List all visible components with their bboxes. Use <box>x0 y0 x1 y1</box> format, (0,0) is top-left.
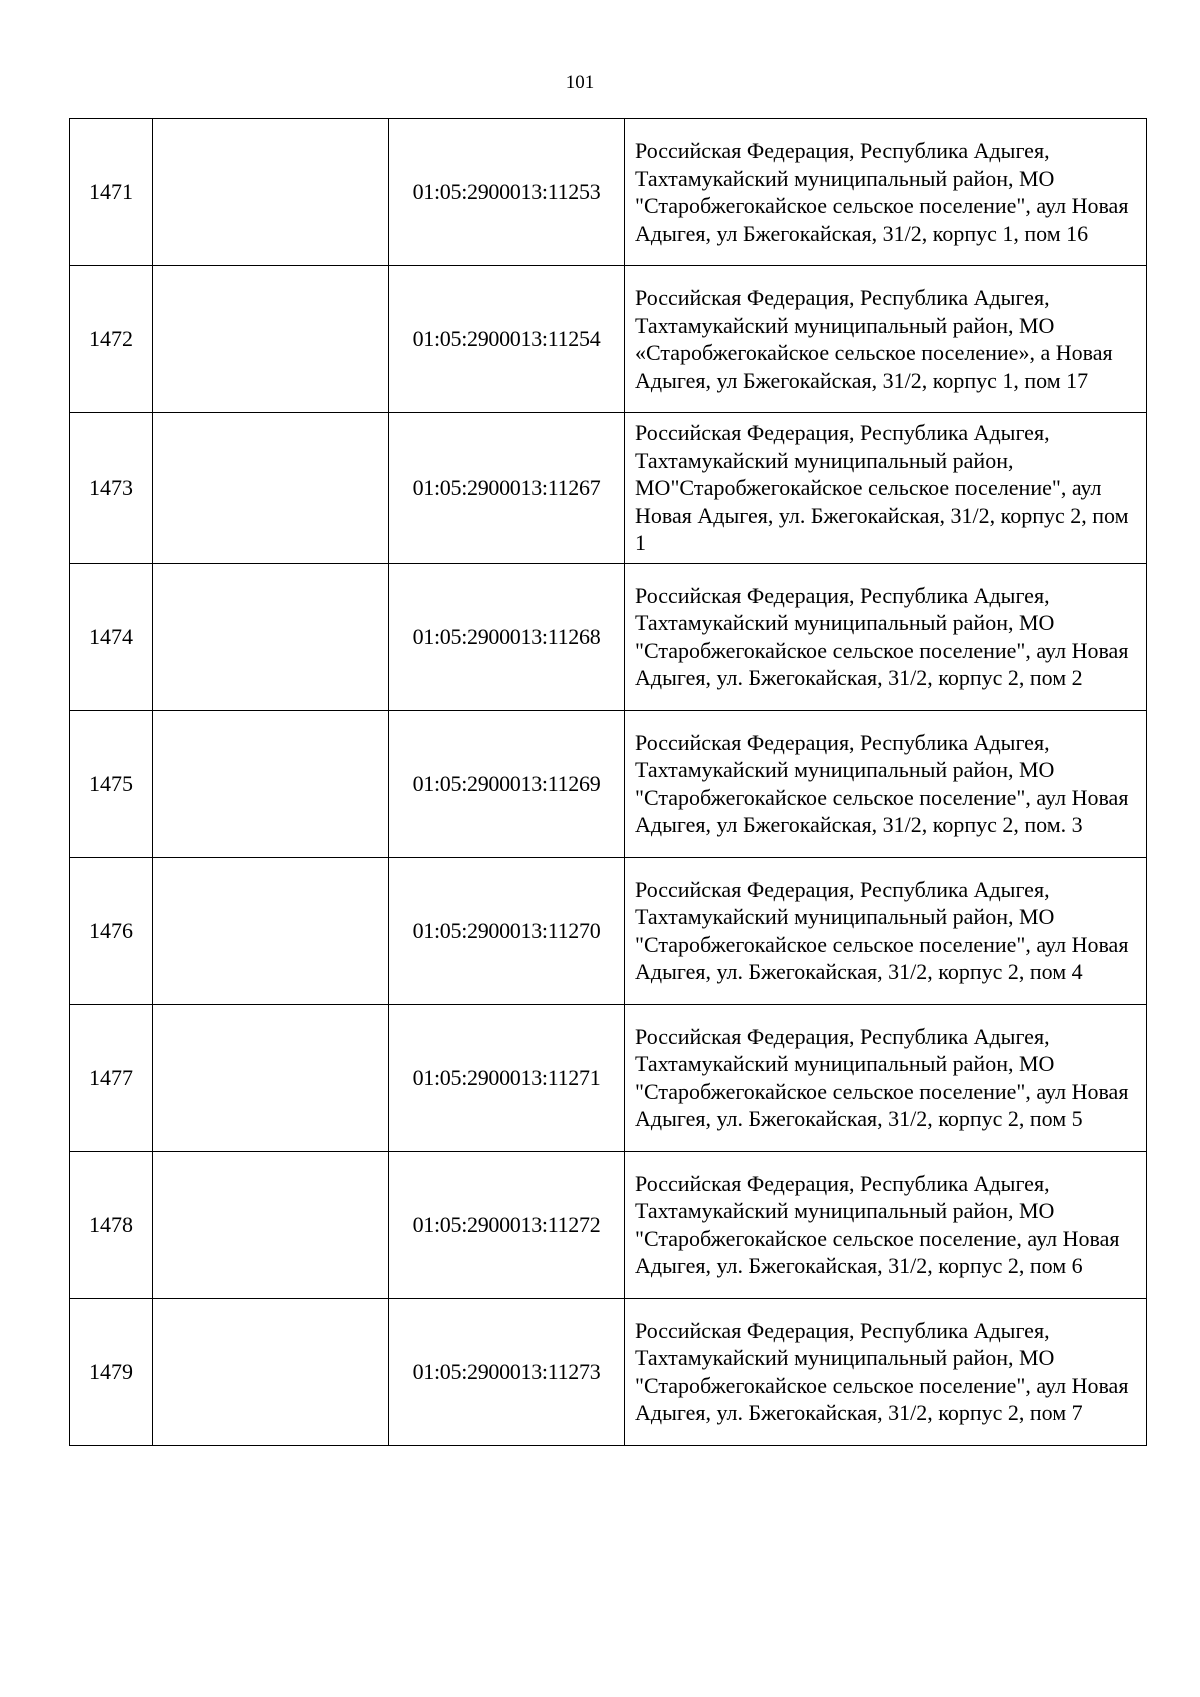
cadastral-number-cell: 01:05:2900013:11253 <box>389 119 625 266</box>
row-number-cell: 1475 <box>70 710 153 857</box>
address-cell: Российская Федерация, Республика Адыгея, Тахтамукайский муниципальный район, МО «Старобжегокайское сельское поселение», а Новая Адыгея, ул Бжегокайская, 31/2, корпус 1, пом 17 <box>625 266 1147 413</box>
cadastral-number-cell: 01:05:2900013:11271 <box>389 1004 625 1151</box>
cadastral-number-cell: 01:05:2900013:11269 <box>389 710 625 857</box>
table-row <box>70 563 1147 710</box>
empty-cell <box>153 563 389 710</box>
cadastral-number-cell: 01:05:2900013:11268 <box>389 563 625 710</box>
property-registry-table <box>69 118 1147 1446</box>
empty-cell <box>153 857 389 1004</box>
row-number-cell: 1478 <box>70 1151 153 1298</box>
row-number-cell: 1474 <box>70 563 153 710</box>
row-number-cell: 1479 <box>70 1298 153 1445</box>
empty-cell <box>153 266 389 413</box>
address-cell: Российская Федерация, Республика Адыгея, Тахтамукайский муниципальный район, МО "Старобжегокайское сельское поселение", аул Новая Адыгея, ул Бжегокайская, 31/2, корпус 2, пом. 3 <box>625 710 1147 857</box>
empty-cell <box>153 1004 389 1151</box>
page-number: 101 <box>565 72 595 93</box>
row-number-cell: 1477 <box>70 1004 153 1151</box>
row-number-cell: 1473 <box>70 413 153 564</box>
table-row <box>70 413 1147 564</box>
address-cell: Российская Федерация, Республика Адыгея, Тахтамукайский муниципальный район, МО "Старобжегокайское сельское поселение", аул Новая Адыгея, ул. Бжегокайская, 31/2, корпус 2, пом 2 <box>625 563 1147 710</box>
empty-cell <box>153 1298 389 1445</box>
cadastral-number-cell: 01:05:2900013:11272 <box>389 1151 625 1298</box>
cadastral-number-cell: 01:05:2900013:11267 <box>389 413 625 564</box>
table-row <box>70 266 1147 413</box>
empty-cell <box>153 413 389 564</box>
row-number-cell: 1476 <box>70 857 153 1004</box>
address-cell: Российская Федерация, Республика Адыгея, Тахтамукайский муниципальный район, МО "Старобжегокайское сельское поселение, аул Новая Адыгея, ул. Бжегокайская, 31/2, корпус 2, пом 6 <box>625 1151 1147 1298</box>
cadastral-number-cell: 01:05:2900013:11273 <box>389 1298 625 1445</box>
cadastral-number-cell: 01:05:2900013:11254 <box>389 266 625 413</box>
address-cell: Российская Федерация, Республика Адыгея, Тахтамукайский муниципальный район, МО "Старобжегокайское сельское поселение", аул Новая Адыгея, ул. Бжегокайская, 31/2, корпус 2, пом 4 <box>625 857 1147 1004</box>
address-cell: Российская Федерация, Республика Адыгея, Тахтамукайский муниципальный район, МО "Старобжегокайское сельское поселение", аул Новая Адыгея, ул Бжегокайская, 31/2, корпус 1, пом 16 <box>625 119 1147 266</box>
table-row <box>70 119 1147 266</box>
empty-cell <box>153 710 389 857</box>
empty-cell <box>153 119 389 266</box>
table-row <box>70 1151 1147 1298</box>
table-row <box>70 857 1147 1004</box>
table-row <box>70 1298 1147 1445</box>
address-cell: Российская Федерация, Республика Адыгея, Тахтамукайский муниципальный район, МО "Старобжегокайское сельское поселение", аул Новая Адыгея, ул. Бжегокайская, 31/2, корпус 2, пом 5 <box>625 1004 1147 1151</box>
table-row <box>70 1004 1147 1151</box>
address-cell: Российская Федерация, Республика Адыгея, Тахтамукайский муниципальный район, МО"Старобжегокайское сельское поселение", аул Новая Адыгея, ул. Бжегокайская, 31/2, корпус 2, пом 1 <box>625 413 1147 564</box>
table-row <box>70 710 1147 857</box>
empty-cell <box>153 1151 389 1298</box>
cadastral-number-cell: 01:05:2900013:11270 <box>389 857 625 1004</box>
row-number-cell: 1472 <box>70 266 153 413</box>
address-cell: Российская Федерация, Республика Адыгея, Тахтамукайский муниципальный район, МО "Старобжегокайское сельское поселение", аул Новая Адыгея, ул. Бжегокайская, 31/2, корпус 2, пом 7 <box>625 1298 1147 1445</box>
row-number-cell: 1471 <box>70 119 153 266</box>
